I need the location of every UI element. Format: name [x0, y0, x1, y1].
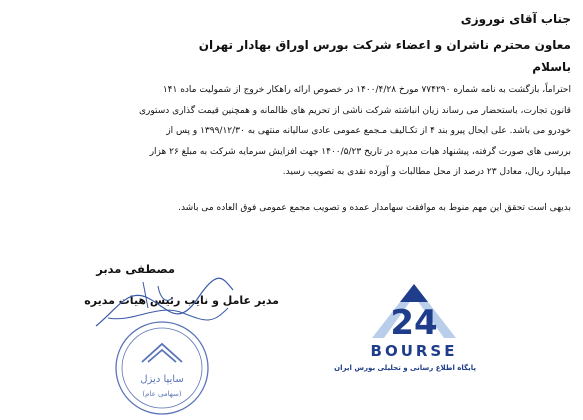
signatory-name: مصطفی مدبر	[96, 262, 175, 276]
salutation: باسلام	[532, 60, 571, 74]
logo-word: BOURSE	[370, 342, 458, 360]
bourse-logo	[334, 280, 476, 390]
bourse-logo-mark	[352, 280, 476, 342]
stamp-subtext: (سهامی عام)	[142, 390, 182, 398]
stamp-text: سایپا دیزل	[140, 374, 184, 385]
logo-number: 24	[390, 303, 438, 342]
company-stamp	[112, 318, 212, 418]
body-line: خودرو می باشد. علی ایحال پیرو بند ۴ از تکـالیف مـجمع عمومی عادی سالیانه منتهی به ۱۳۹۹/۱۲/۳۰ و پس از	[166, 126, 571, 136]
closing-sentence: بدیهی است تحقق این مهم منوط به موافقت سهامدار عمده و تصویب مجمع عمومی فوق العاده می باشد.	[178, 203, 571, 213]
body-line: احتراماً، بازگشت به نامه شماره ۷۷۴۲۹۰ مورخ ۱۴۰۰/۴/۲۸ در خصوص ارائه راهکار خروج از شمولیت ماده ۱۴۱	[162, 85, 571, 95]
body-line: قانون تجارت، باستحضار می رساند زیان انباشته شرکت ناشی از تحریم های ظالمانه و همچنین قیمت گذاری دستوری	[138, 105, 571, 116]
signatory-title: مدیر عامل و نایب رئیس هیات مدیره	[84, 294, 279, 307]
recipient-title: معاون محترم ناشران و اعضاء شرکت بورس اوراق بهادار تهران	[198, 38, 571, 52]
logo-tagline: پایگاه اطلاع رسانی و تحلیلی بورس ایران	[334, 364, 476, 372]
body-line: میلیارد ریال، معادل ۲۳ درصد از محل مطالبات و آورده نقدی به تصویب رسید.	[282, 167, 571, 177]
body-line: بررسی های صورت گرفته، پیشنهاد هیات مدیره در تاریخ ۱۴۰۰/۵/۲۳ جهت افزایش سرمایه شرکت به مبلغ ۲۶ هزار	[149, 146, 571, 157]
letter-body	[11, 80, 571, 183]
greeting: جناب آقای نوروزی	[460, 12, 571, 26]
